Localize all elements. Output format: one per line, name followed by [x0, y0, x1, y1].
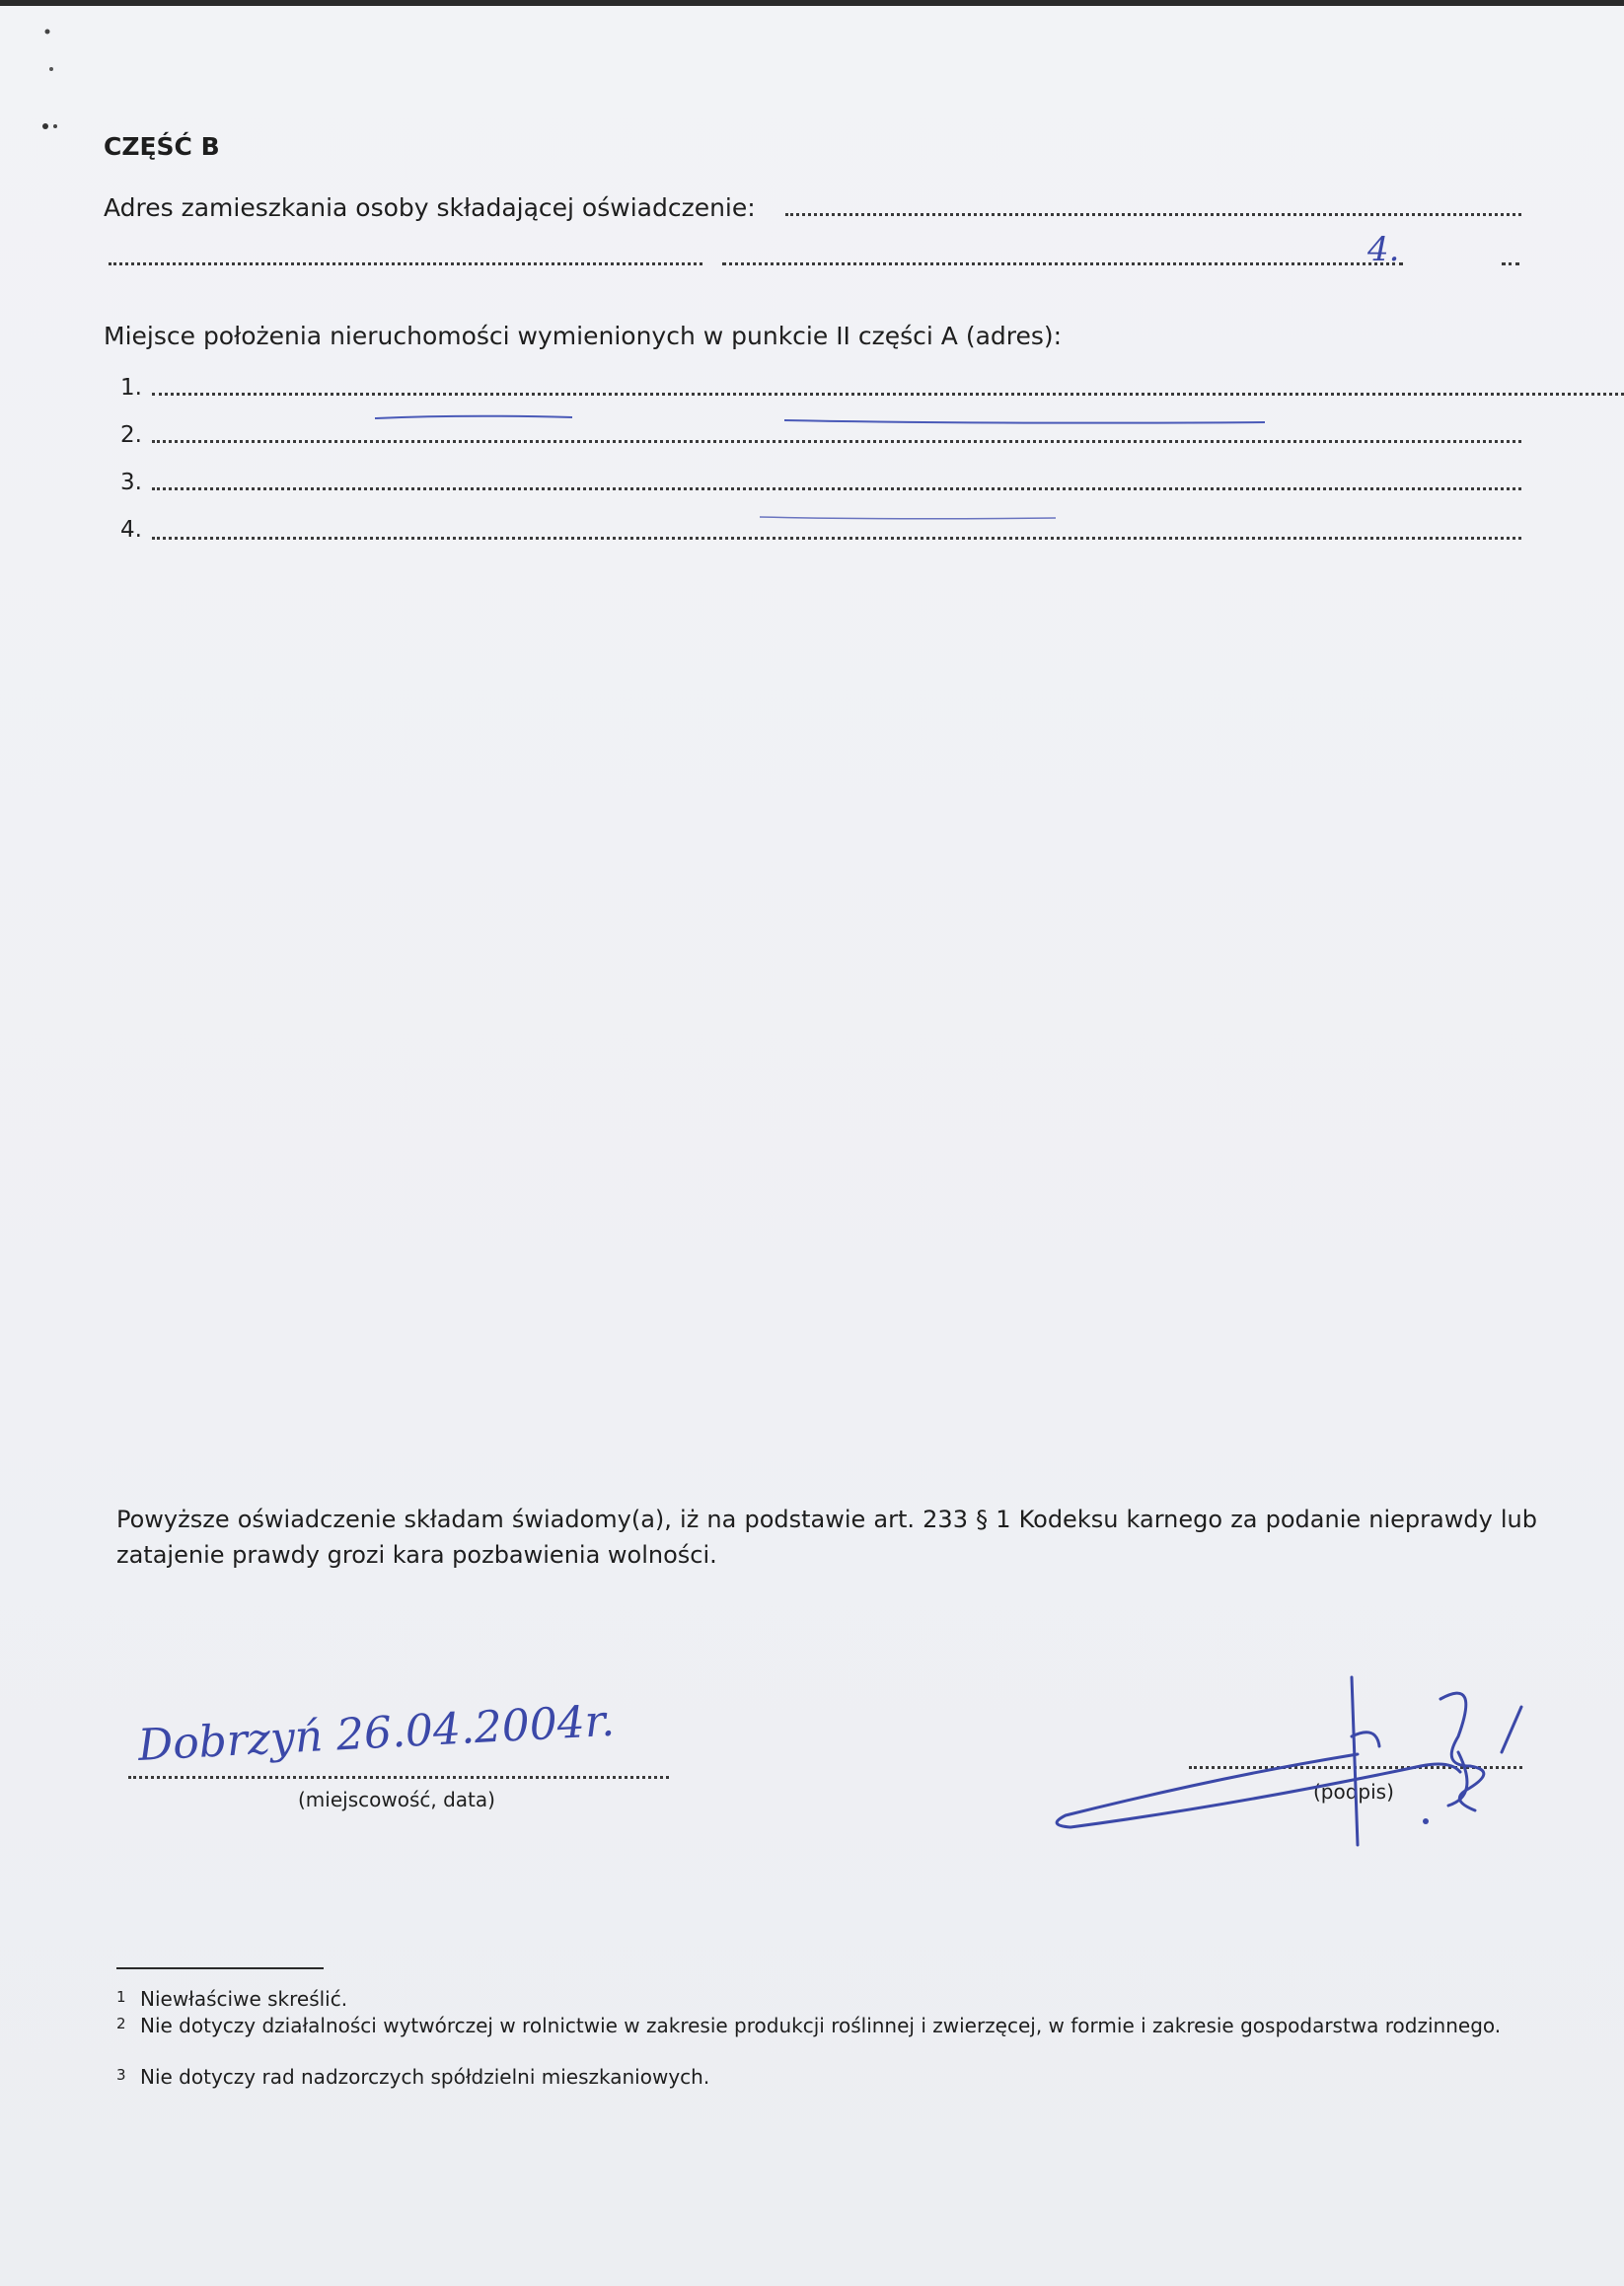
- residence-line-2c: [1502, 262, 1519, 265]
- ink-stroke: [760, 517, 1056, 519]
- property-line-2: [152, 440, 1521, 443]
- footnote-1: [116, 1987, 1537, 2012]
- footnote-2: [116, 2014, 1537, 2038]
- residence-label: Adres zamieszkania osoby składającej oświadczenie:: [104, 193, 756, 222]
- signature-caption: (podpis): [1313, 1780, 1394, 1804]
- residence-line-2a: [109, 262, 702, 265]
- scan-speck: [53, 124, 57, 128]
- signature-dot: [1423, 1818, 1429, 1824]
- scan-speck: [42, 123, 48, 129]
- section-heading: CZĘŚĆ B: [104, 132, 220, 161]
- scan-top-edge: [0, 0, 1624, 6]
- property-line-4: [152, 537, 1521, 540]
- property-line-3: [152, 487, 1521, 490]
- footnote-text: Nie dotyczy działalności wytwórczej w rolnictwie w zakresie produkcji roślinnej i zwierzęcej, w formie i zakresie gospodarstwa rodzinnego.: [140, 2014, 1502, 2037]
- footnote-mark: 3: [116, 2066, 126, 2084]
- footnote-text: Nie dotyczy rad nadzorczych spółdzielni mieszkaniowych.: [140, 2065, 710, 2089]
- footnote-separator: [116, 1967, 324, 1969]
- property-item-number: 1.: [120, 375, 142, 401]
- property-line-1: [152, 393, 1624, 396]
- residence-handwritten-number: 4.: [1367, 230, 1400, 269]
- property-item-number: 4.: [120, 517, 142, 543]
- residence-line-2b: [722, 262, 1403, 265]
- property-item-number: 3.: [120, 470, 142, 495]
- place-date-caption: (miejscowość, data): [298, 1788, 495, 1811]
- place-date-handwritten: Dobrzyń 26.04.2004r.: [136, 1695, 617, 1771]
- footnote-mark: 2: [116, 2015, 126, 2032]
- signature-line: [1189, 1766, 1522, 1769]
- ink-stroke: [375, 416, 572, 418]
- footnote-3: [116, 2065, 1537, 2090]
- declaration-text: Powyższe oświadczenie składam świadomy(a), iż na podstawie art. 233 § 1 Kodeksu karnego za podanie nieprawdy lub zatajenie prawdy grozi kara pozbawienia wolności.: [116, 1506, 1537, 1569]
- footnote-mark: 1: [116, 1988, 126, 2006]
- residence-line-1: [785, 213, 1521, 216]
- property-label: Miejsce położenia nieruchomości wymienionych w punkcie II części A (adres):: [104, 322, 1063, 350]
- property-item-number: 2.: [120, 422, 142, 448]
- footnote-text: Niewłaściwe skreślić.: [140, 1987, 348, 2011]
- place-date-line: [128, 1776, 669, 1779]
- scan-speck: [45, 30, 50, 35]
- signature-drawing: [1057, 1677, 1521, 1845]
- scan-speck: [49, 67, 53, 71]
- ink-stroke: [784, 420, 1265, 423]
